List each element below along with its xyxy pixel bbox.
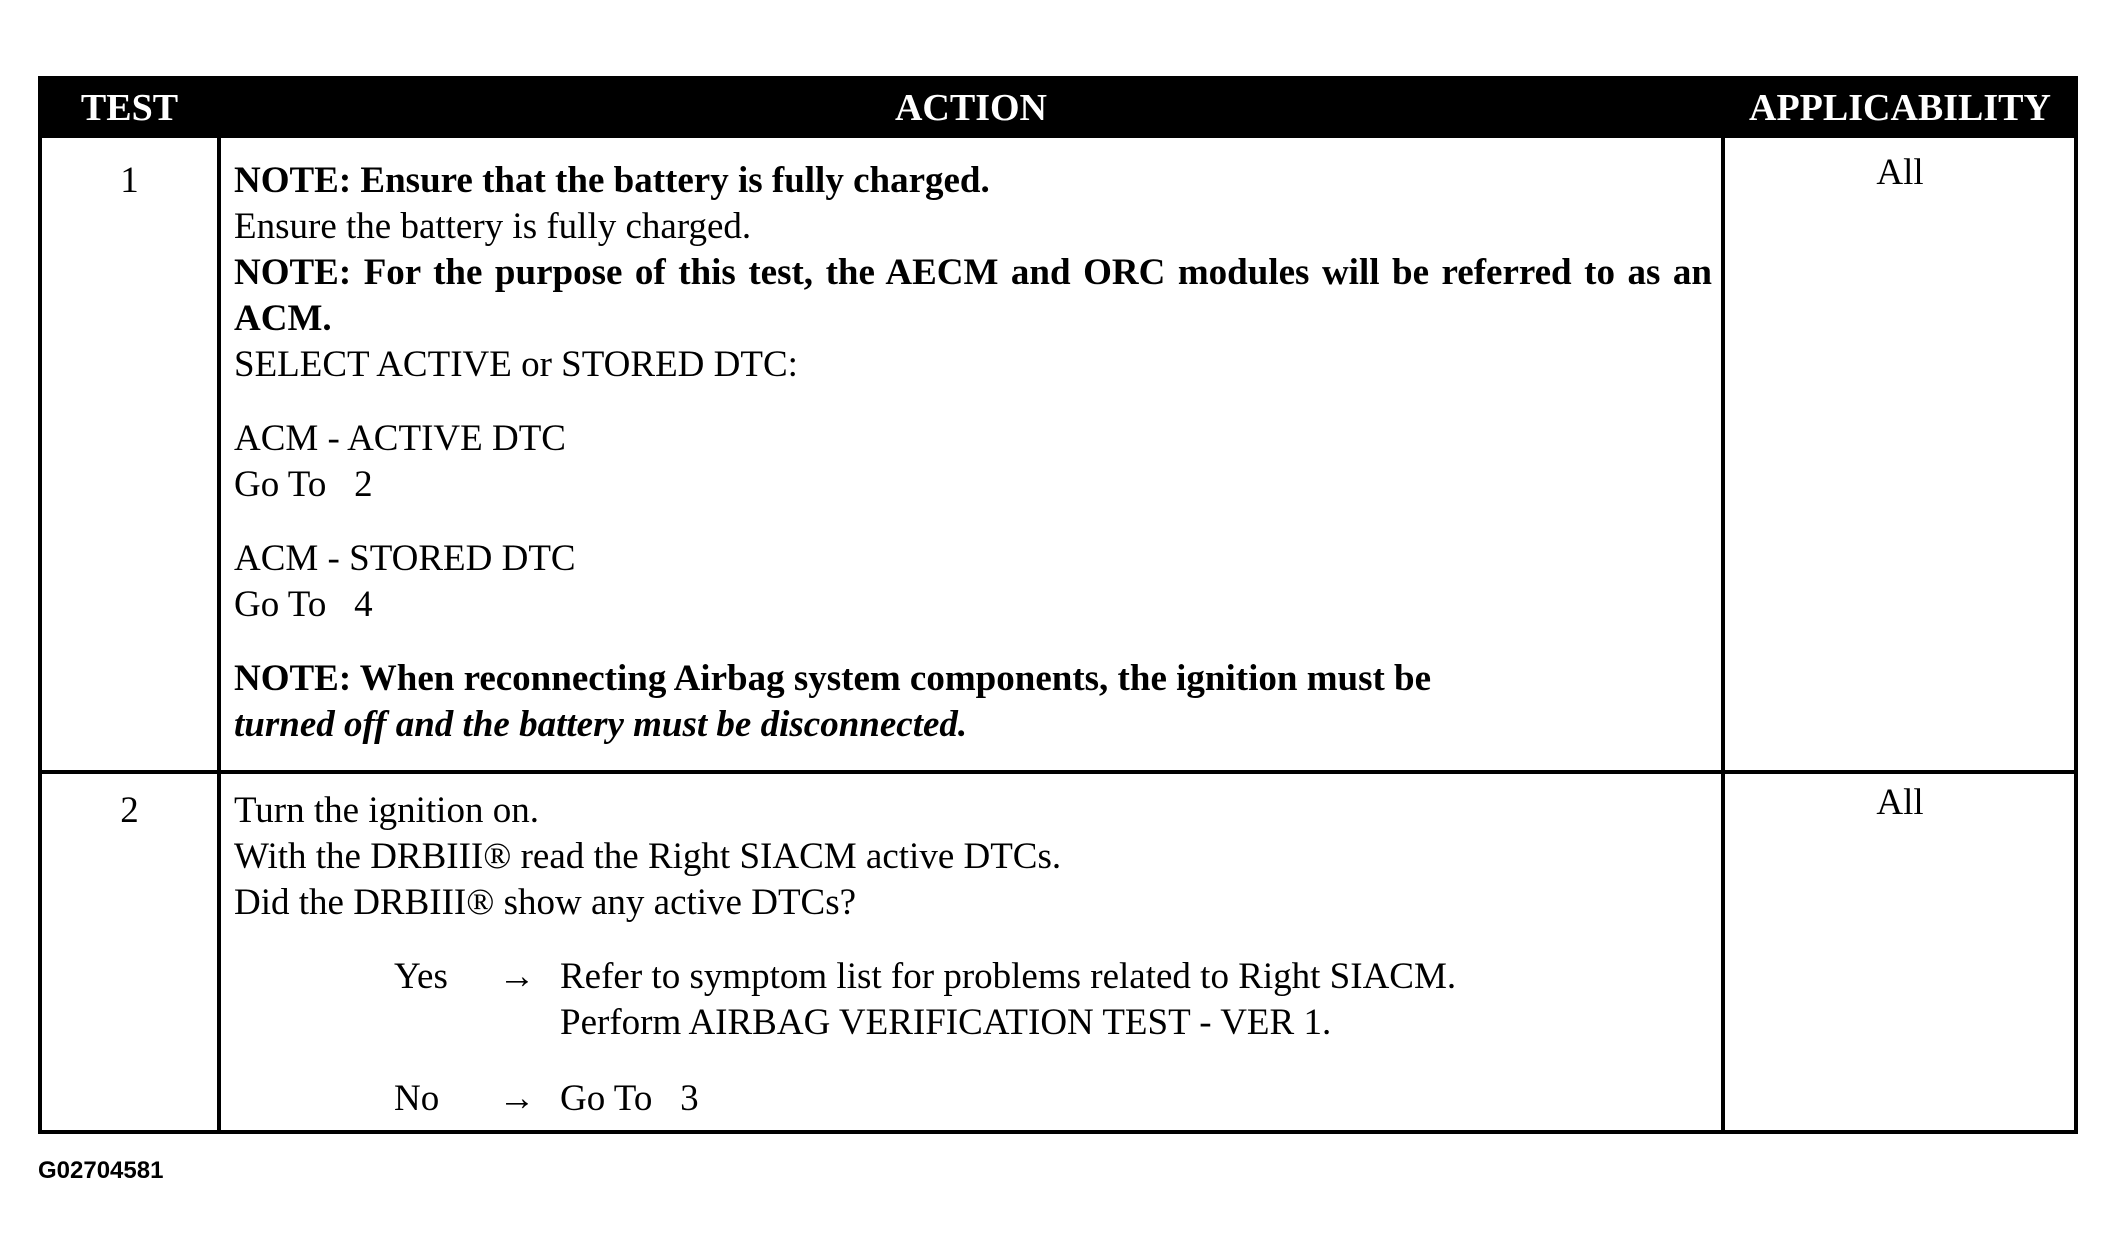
response-yes [394,954,1712,1046]
instruction-text: SELECT ACTIVE or STORED DTC: [234,344,798,385]
no-label: No [394,1078,440,1119]
yes-action-line: Refer to symptom list for problems related to Right SIACM. [560,956,1457,997]
header-test: TEST [80,87,179,129]
yes-action [560,954,1712,1046]
column-divider [217,138,221,1130]
instruction-text: With the DRBIII® read the Right SIACM active DTCs. [234,836,1062,877]
arrow-right-icon: → [498,956,536,997]
table-header [42,80,2074,138]
goto-link[interactable]: Go To 3 [560,1078,699,1119]
instruction-text: Turn the ignition on. [234,790,539,831]
diagnostic-table [38,76,2078,1134]
note-text: NOTE: For the purpose of this test, the AECM and ORC modules will be referred to as an ACM. [234,252,1712,339]
goto-link[interactable]: Go To 4 [234,584,373,625]
column-divider [1721,138,1725,1130]
action-cell [234,788,1712,1122]
instruction-text: Ensure the battery is fully charged. [234,206,752,247]
yes-label: Yes [394,956,448,997]
row-divider [42,770,2074,774]
test-number: 1 [120,160,139,201]
header-applicability: APPLICABILITY [1749,87,2051,129]
option-label: ACM - STORED DTC [234,538,576,579]
option-label: ACM - ACTIVE DTC [234,418,566,459]
yes-action-line: Perform AIRBAG VERIFICATION TEST - VER 1. [560,1002,1332,1043]
figure-id: G02704581 [38,1157,164,1184]
note-text: NOTE: When reconnecting Airbag system components, the ignition must be [234,658,1432,699]
applicability-value: All [1876,152,1924,193]
note-text: NOTE: Ensure that the battery is fully charged. [234,160,990,201]
test-number: 2 [120,790,139,831]
instruction-text: Did the DRBIII® show any active DTCs? [234,882,857,923]
header-action: ACTION [894,87,1048,129]
applicability-value: All [1876,782,1924,823]
action-cell [234,158,1712,748]
note-text: turned off and the battery must be disconnected. [234,704,968,745]
arrow-right-icon: → [498,1078,536,1119]
goto-link[interactable]: Go To 2 [234,464,373,505]
response-no [394,1076,1712,1122]
